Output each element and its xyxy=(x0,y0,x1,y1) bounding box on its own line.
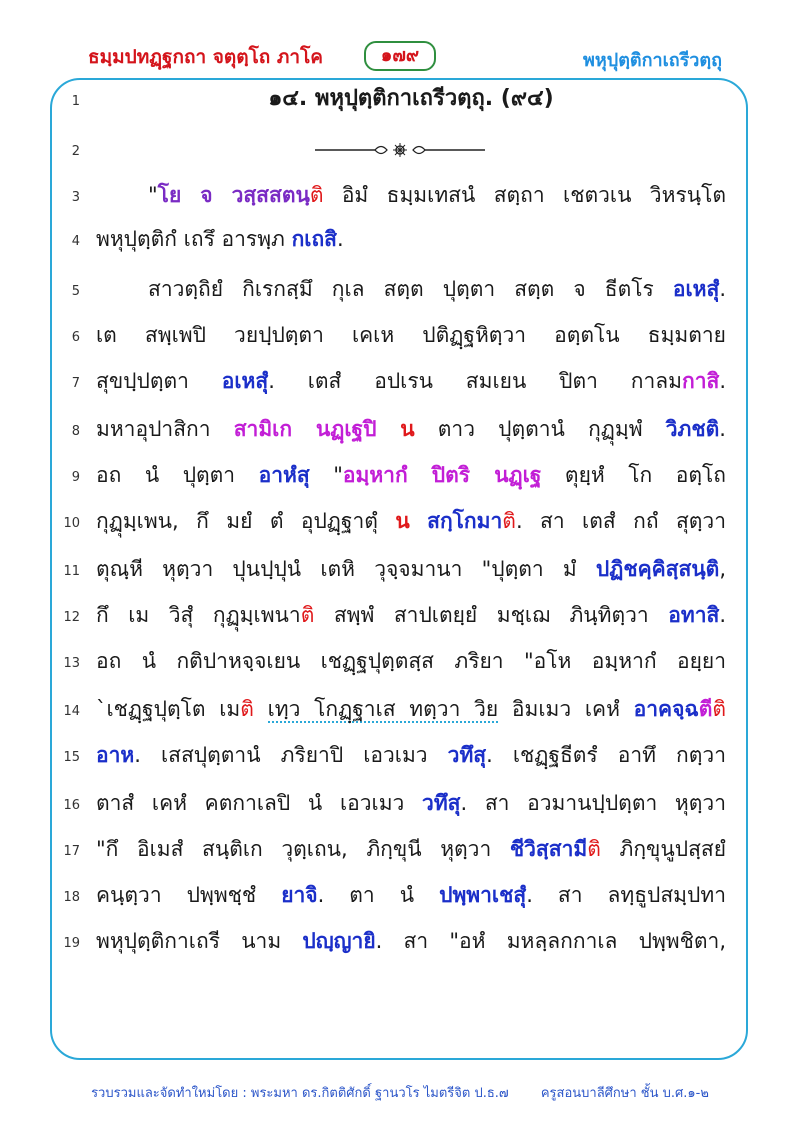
line-text xyxy=(96,552,726,586)
text-span: กึ เม วิสุํ กุฏุมฺเพนา xyxy=(96,603,301,627)
header-story-title: พหุปุตฺติกาเถรีวตฺถุ xyxy=(583,50,722,71)
line-number: 15 xyxy=(63,750,80,765)
line-text: อถ นํ กติปาหจฺจเยน เชฏฺฐปุตฺตสฺส ภริยา "อโห อมฺหากํ อยฺยา xyxy=(96,649,726,673)
highlight-span: กาสิ xyxy=(681,369,720,393)
highlight-span: อาหํสุ xyxy=(258,463,310,487)
header-book-title: ธมฺมปทฏฺฐกถา จตุตฺโถ ภาโค xyxy=(88,46,324,68)
highlight-span: วทึสุ xyxy=(422,791,461,815)
line-text xyxy=(96,832,726,866)
line-number: 7 xyxy=(71,376,80,391)
highlight-span: ติ xyxy=(587,837,601,861)
line-11 xyxy=(50,552,748,592)
text-span: พหุปุตฺติกาเถรี นาม xyxy=(96,929,303,953)
highlight-span: ติ xyxy=(502,509,516,533)
text-span: สุขปฺปตฺตา xyxy=(96,369,222,393)
highlight-span: ยาจิ xyxy=(281,883,318,907)
text-span: . xyxy=(719,277,726,301)
text-span: ตาว ปุตฺตานํ กุฏุมฺพํ xyxy=(414,417,666,441)
page-footer xyxy=(0,1082,800,1103)
line-text xyxy=(96,786,726,820)
line-13 xyxy=(50,644,748,684)
highlight-span: โย จ วสฺสสตนฺ xyxy=(157,183,310,207)
text-span: สาวตฺถิยํ กิเรกสฺมึ กุเล สตฺต ปุตฺตา สตฺต จ ธีตโร xyxy=(148,277,673,301)
text-span: . xyxy=(337,227,344,251)
line-number: 8 xyxy=(71,424,80,439)
text-span: . สา "อหํ มหลฺลกกาเล ปพฺพชิตา, xyxy=(375,929,726,953)
highlight-span: อาห xyxy=(96,743,135,767)
line-15 xyxy=(50,738,748,778)
text-span xyxy=(410,509,427,533)
line-text xyxy=(148,178,726,212)
text-span: มหาอุปาสิกา xyxy=(96,417,234,441)
line-5 xyxy=(50,272,748,312)
line-number: 5 xyxy=(71,284,80,299)
text-span: . xyxy=(719,417,726,441)
text-span: พหุปุตฺติกํ เถรึ อารพฺภ xyxy=(96,227,292,251)
line-4 xyxy=(50,222,748,262)
highlight-span: ติ xyxy=(240,697,254,721)
text-span: . เสสปุตฺตานํ ภริยาปิ เอวเมว xyxy=(134,743,448,767)
text-span: อถ นํ ปุตฺตา xyxy=(96,463,259,487)
text-span: " xyxy=(148,183,158,207)
highlight-span: กเถสิ xyxy=(291,227,338,251)
footer-compiler: รวบรวมและจัดทำใหม่โดย : พระมหา ดร.กิตติศักดิ์ ฐานวโร ไมตรีจิต ป.ธ.๗ xyxy=(91,1086,509,1101)
highlight-span: ปพฺพาเชสุํ xyxy=(439,883,527,907)
line-17 xyxy=(50,832,748,872)
highlight-span: สามิเก นฏฺเฐปิ xyxy=(233,417,377,441)
line-19 xyxy=(50,924,748,964)
line-text xyxy=(96,222,726,256)
line-6 xyxy=(50,318,748,358)
line-text xyxy=(96,598,726,632)
text-span: . สา อวมานปฺปตฺตา หุตฺวา xyxy=(460,791,726,815)
highlight-span: วิภชติ xyxy=(665,417,720,441)
line-number: 6 xyxy=(71,330,80,345)
line-text xyxy=(96,504,726,538)
line-12 xyxy=(50,598,748,638)
line-number: 4 xyxy=(71,234,80,249)
story-heading: ๑๔. พหุปุตฺติกาเถรีวตฺถุ. (๙๔) xyxy=(268,86,554,111)
text-span: สพฺพํ สาปเตยฺยํ มชฺเฌ ภินฺทิตฺวา xyxy=(314,603,669,627)
line-number: 17 xyxy=(63,844,80,859)
text-span: . xyxy=(719,369,726,393)
text-span: อิมเมว เคหํ xyxy=(498,697,634,721)
underlined-phrase: เทฺว โกฏฺฐาเส ทตฺวา วิย xyxy=(267,697,499,721)
text-span: . เชฏฺฐธีตรํ อาทึ กตฺวา xyxy=(486,743,726,767)
line-number: 9 xyxy=(71,470,80,485)
text-span: `เชฏฺฐปุตฺโต เม xyxy=(96,697,241,721)
highlight-span: น xyxy=(376,417,415,441)
line-number: 16 xyxy=(63,798,80,813)
line-text xyxy=(96,738,726,772)
line-number: 11 xyxy=(63,564,80,579)
text-span: ภิกฺขุนูปสฺสยํ xyxy=(600,837,726,861)
highlight-span: ติ xyxy=(309,183,324,207)
text-span: , xyxy=(719,557,726,581)
flourish-divider-icon xyxy=(315,142,485,158)
highlight-span: วทึสุ xyxy=(447,743,487,767)
line-number: 3 xyxy=(71,190,80,205)
text-span: . สา เตสํ กถํ สุตฺวา xyxy=(515,509,726,533)
highlight-span: ติ xyxy=(300,603,315,627)
text-span: คนฺตฺวา ปพฺพชฺชํ xyxy=(96,883,282,907)
highlight-span: ตี xyxy=(698,697,713,721)
line-text xyxy=(96,924,726,958)
line-1 xyxy=(50,82,748,122)
highlight-span: น xyxy=(395,509,410,533)
line-text xyxy=(96,364,726,398)
line-number: 19 xyxy=(63,936,80,951)
text-span: ตุยฺหํ โก อตฺโถ xyxy=(541,463,726,487)
line-8 xyxy=(50,412,748,452)
line-2 xyxy=(50,132,748,172)
line-number: 12 xyxy=(63,610,80,625)
line-16 xyxy=(50,786,748,826)
text-span: กุฏุมฺเพน, กึ มยํ ตํ อุปฏฺฐาตุํ xyxy=(96,509,396,533)
line-number: 1 xyxy=(71,94,80,109)
highlight-span: ปญฺญายิ xyxy=(302,929,376,953)
text-span: ตาสํ เคหํ คตกาเลปิ นํ เอวเมว xyxy=(96,791,423,815)
highlight-span: อมฺหากํ ปิตริ นฏฺเฐ xyxy=(342,463,542,487)
highlight-span: อทาสิ xyxy=(668,603,720,627)
text-span: อิมํ ธมฺมเทสนํ สตฺถา เชตวเน วิหรนฺโต xyxy=(323,183,726,207)
line-text xyxy=(96,878,726,912)
line-number: 10 xyxy=(63,516,80,531)
highlight-span: ติ xyxy=(712,697,726,721)
text-span: . สา ลทฺธูปสมฺปทา xyxy=(526,883,726,907)
line-number: 2 xyxy=(71,144,80,159)
text-span: . xyxy=(719,603,726,627)
text-span: ตุณฺหี หุตฺวา ปุนปฺปุนํ เตหิ วุจฺจมานา "ปุตฺตา มํ xyxy=(96,557,596,581)
highlight-span: อเหสุํ xyxy=(672,277,720,301)
text-span: " xyxy=(309,463,343,487)
page-number-badge: ๑๗๙ xyxy=(364,41,436,71)
line-number: 14 xyxy=(63,704,80,719)
highlight-span: อเหสุํ xyxy=(221,369,269,393)
text-span: "กึ อิเมสํ สนฺติเก วุตฺเถน, ภิกฺขุนี หุตฺวา xyxy=(96,837,510,861)
highlight-span: สกฺโกมา xyxy=(427,509,503,533)
line-text xyxy=(96,692,726,726)
text-span: . เตสํ อปเรน สมเยน ปิตา กาลม xyxy=(268,369,682,393)
line-text xyxy=(148,272,726,306)
line-3 xyxy=(50,178,748,218)
line-text xyxy=(96,458,726,492)
footer-role: ครูสอนบาลีศึกษา ชั้น บ.ศ.๑-๒ xyxy=(540,1086,709,1101)
highlight-span: ชีวิสฺสามี xyxy=(509,837,588,861)
line-7 xyxy=(50,364,748,404)
line-10 xyxy=(50,504,748,544)
text-span: . ตา นํ xyxy=(317,883,440,907)
line-9 xyxy=(50,458,748,498)
highlight-span: อาคจฺฉ xyxy=(633,697,699,721)
line-text: เต สพฺเพปิ วยปฺปตฺตา เคเห ปติฏฺฐหิตฺวา อตฺตโน ธมฺมตาย xyxy=(96,323,726,347)
line-text xyxy=(96,412,726,446)
line-number: 13 xyxy=(63,656,80,671)
line-number: 18 xyxy=(63,890,80,905)
line-18 xyxy=(50,878,748,918)
text-span xyxy=(254,697,268,721)
highlight-span: ปฏิชคฺคิสฺสนฺติ xyxy=(595,557,720,581)
line-14 xyxy=(50,692,748,732)
